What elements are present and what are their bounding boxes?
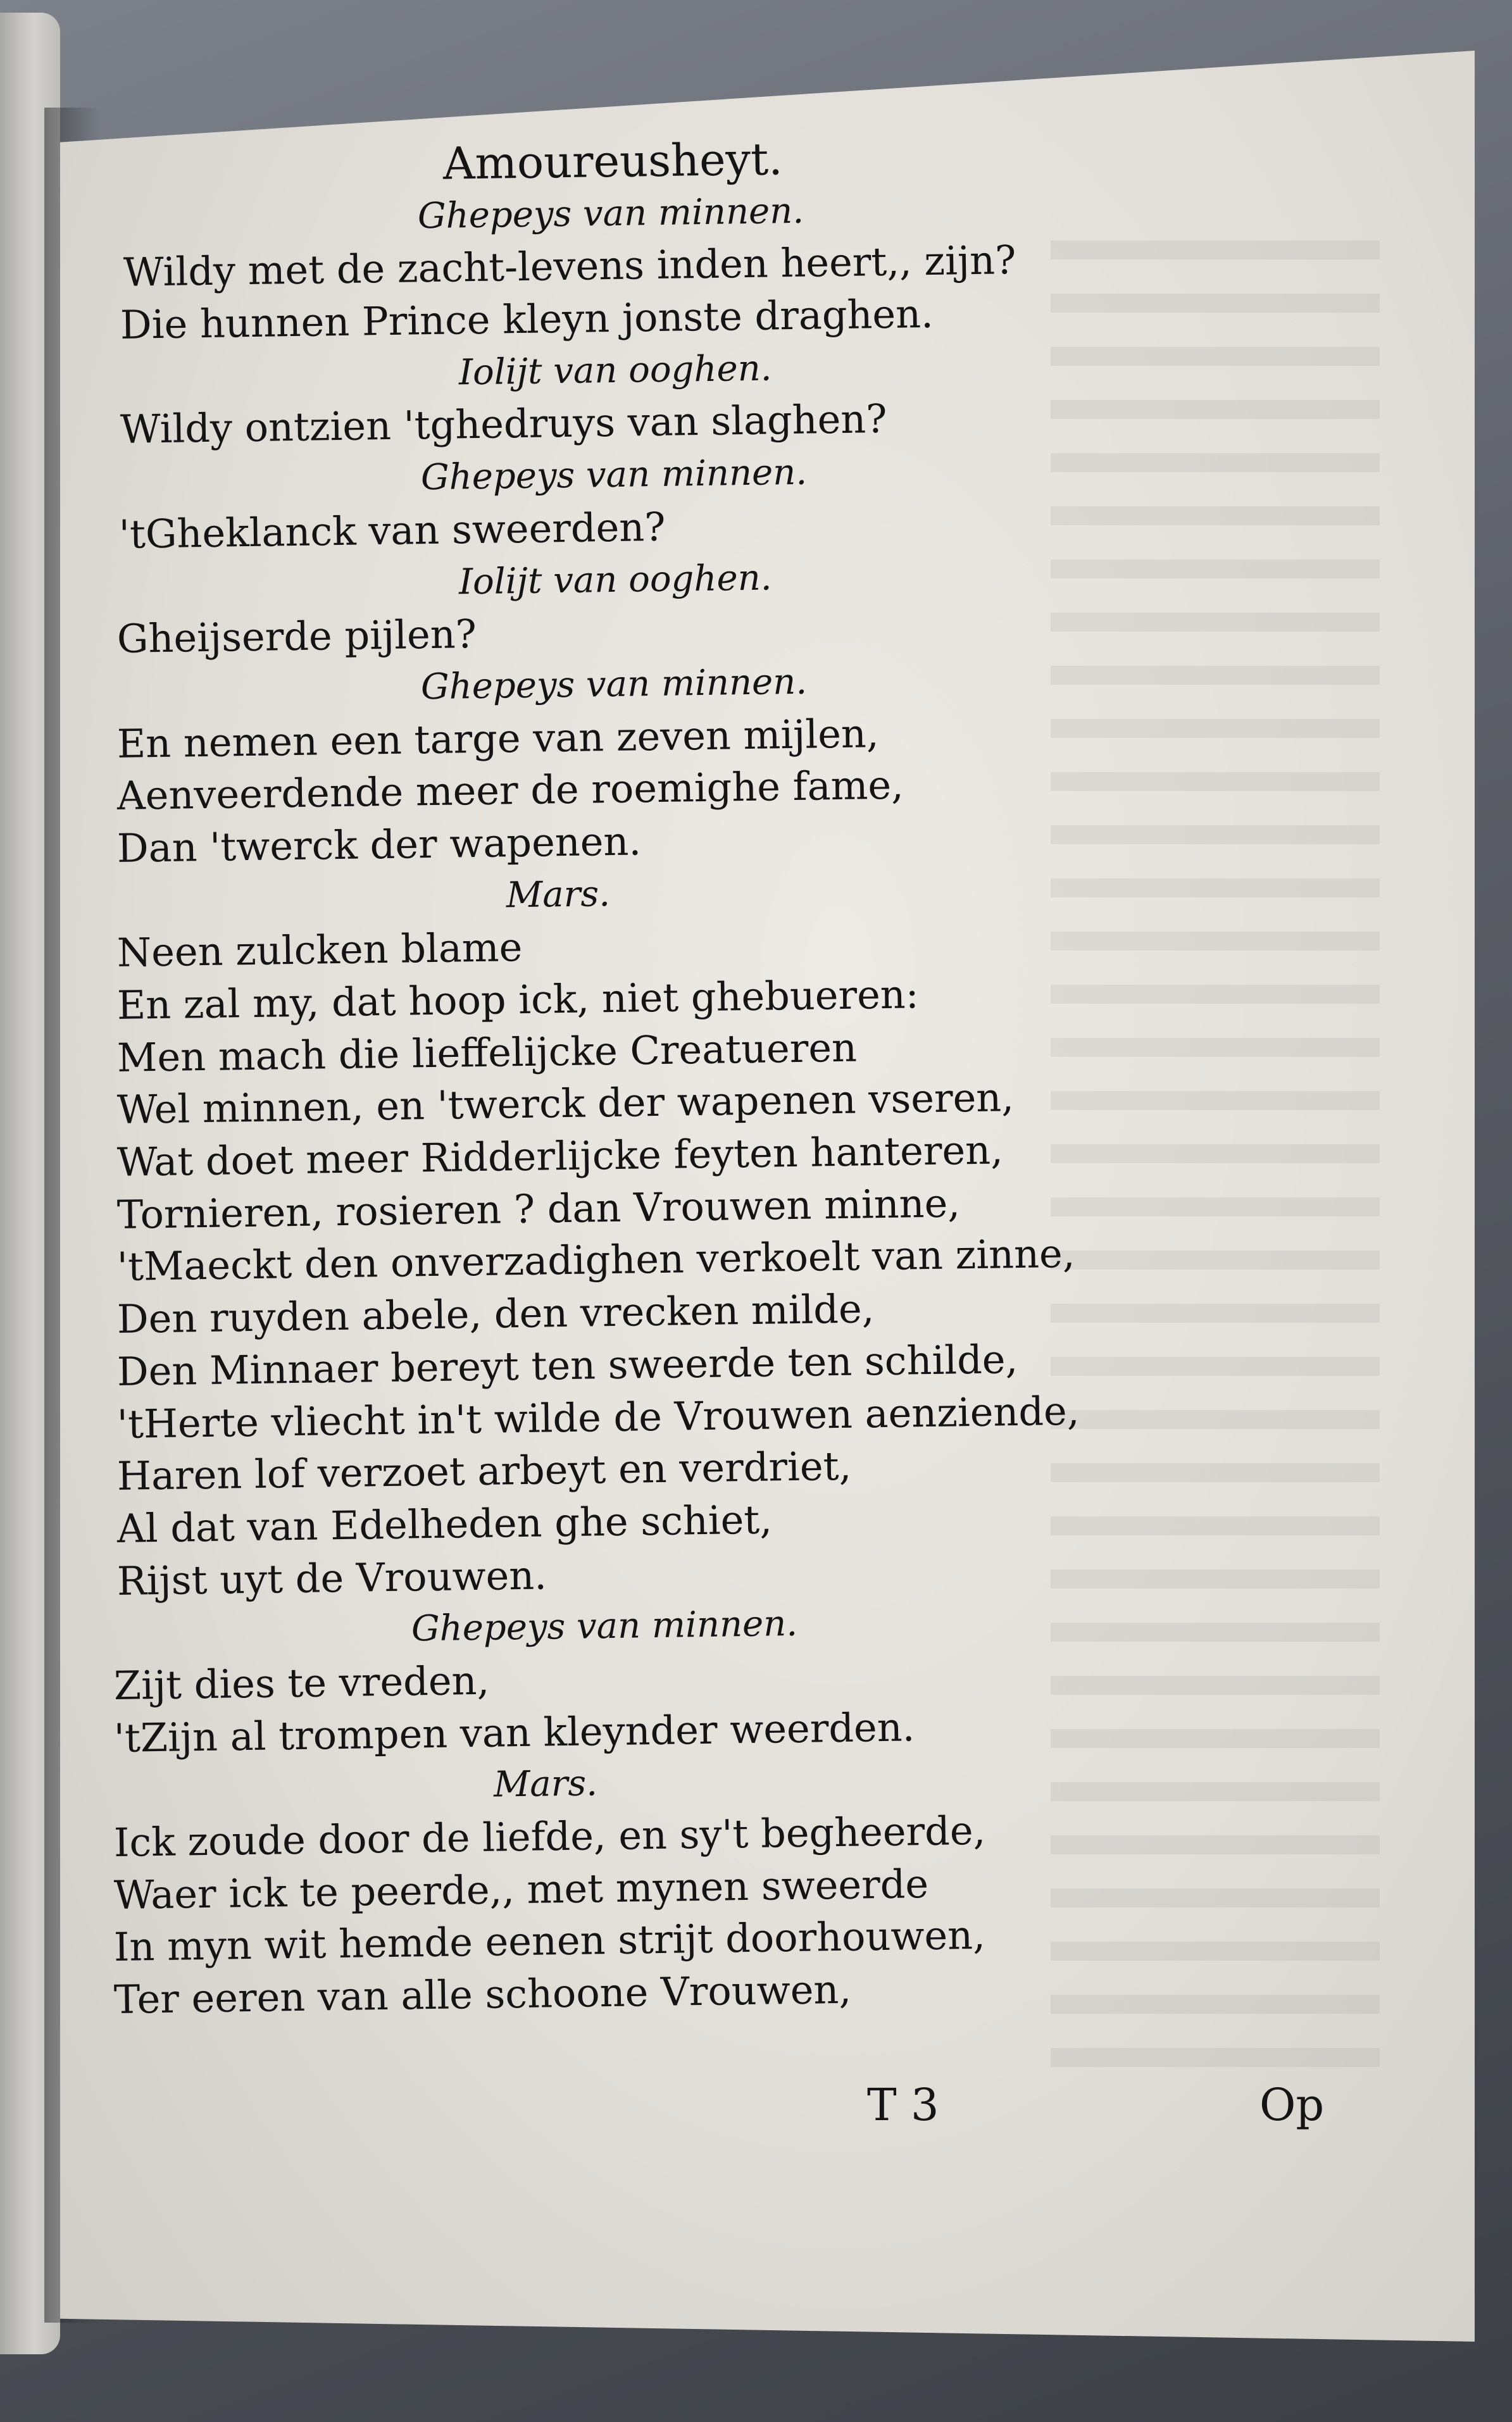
verse-line: Gheijserde pijlen? (116, 611, 477, 663)
speaker-name: Mars. (506, 873, 611, 916)
speaker-name: Mars. (493, 1763, 598, 1806)
signature-mark: T 3 (867, 2079, 939, 2131)
verse-line: 'tHerte vliecht in't wilde de Vrouwen aenziende, (116, 1387, 1080, 1447)
catchword: Op (1259, 2079, 1325, 2131)
verse-line: Al dat van Edelheden ghe schiet, (116, 1496, 773, 1552)
verse-lines (113, 190, 1316, 2026)
verse-line: Die hunnen Prince kleyn jonste draghen. (120, 290, 934, 348)
speaker-name: Ghepeys van minnen. (417, 190, 804, 237)
speaker-name: Ghepeys van minnen. (420, 451, 808, 499)
verse-line: Waer ick te peerde,, met mynen sweerde (113, 1860, 929, 1918)
verse-line: Men mach die lieffelijcke Creatueren (116, 1024, 858, 1081)
verse-line: Wat doet meer Ridderlijcke feyten hanteren, (116, 1127, 1004, 1185)
verse-line: Aenveerdende meer de roemighe fame, (116, 761, 904, 820)
verse-line: 'tMaeckt den onverzadighen verkoelt van zinne, (116, 1230, 1075, 1290)
verse-line: En zal my, dat hoop ick, niet ghebueren: (116, 971, 920, 1028)
verse-line: 'tGheklanck van sweerden? (118, 503, 666, 558)
verse-line: Tornieren, rosieren ? dan Vrouwen minne, (116, 1180, 961, 1238)
verse-line: Rijst uyt de Vrouwen. (116, 1552, 547, 1604)
verse-line: Zijt dies te vreden, (113, 1657, 490, 1709)
speaker-name: Ghepeys van minnen. (420, 661, 808, 708)
verse-line: En nemen een targe van zeven mijlen, (116, 709, 880, 767)
verse-line: Den Minnaer bereyt ten sweerde ten schilde, (116, 1335, 1018, 1395)
verse-line: Ter eeren van alle schoone Vrouwen, (113, 1966, 852, 2023)
verse-line: Ick zoude door de liefde, en sy't begheerde, (113, 1807, 986, 1866)
speaker-name: Iolijt van ooghen. (458, 556, 772, 602)
verse-line: Wildy ontzien 'tghedruys van slaghen? (120, 396, 887, 453)
verse-line: In myn wit hemde eenen strijt doorhouwen, (113, 1912, 986, 1971)
verse-line: 'tZijn al trompen van kleynder weerden. (113, 1703, 915, 1761)
page-text (113, 133, 1316, 2026)
speaker-name: Ghepeys van minnen. (411, 1603, 798, 1650)
verse-line: Dan 'twerck der wapenen. (116, 818, 642, 871)
verse-line: Wel minnen, en 'twerck der wapenen vseren, (116, 1074, 1015, 1133)
verse-line: Neen zulcken blame (116, 924, 523, 977)
speaker-name: Iolijt van ooghen. (458, 347, 772, 394)
verse-line: Haren lof verzoet arbeyt en verdriet, (116, 1442, 852, 1500)
running-head: Amoureusheyt. (442, 133, 783, 190)
verse-line: Den ruyden abele, den vrecken milde, (116, 1285, 875, 1343)
verse-line: Wildy met de zacht-levens inden heert,, zijn? (123, 237, 1016, 296)
